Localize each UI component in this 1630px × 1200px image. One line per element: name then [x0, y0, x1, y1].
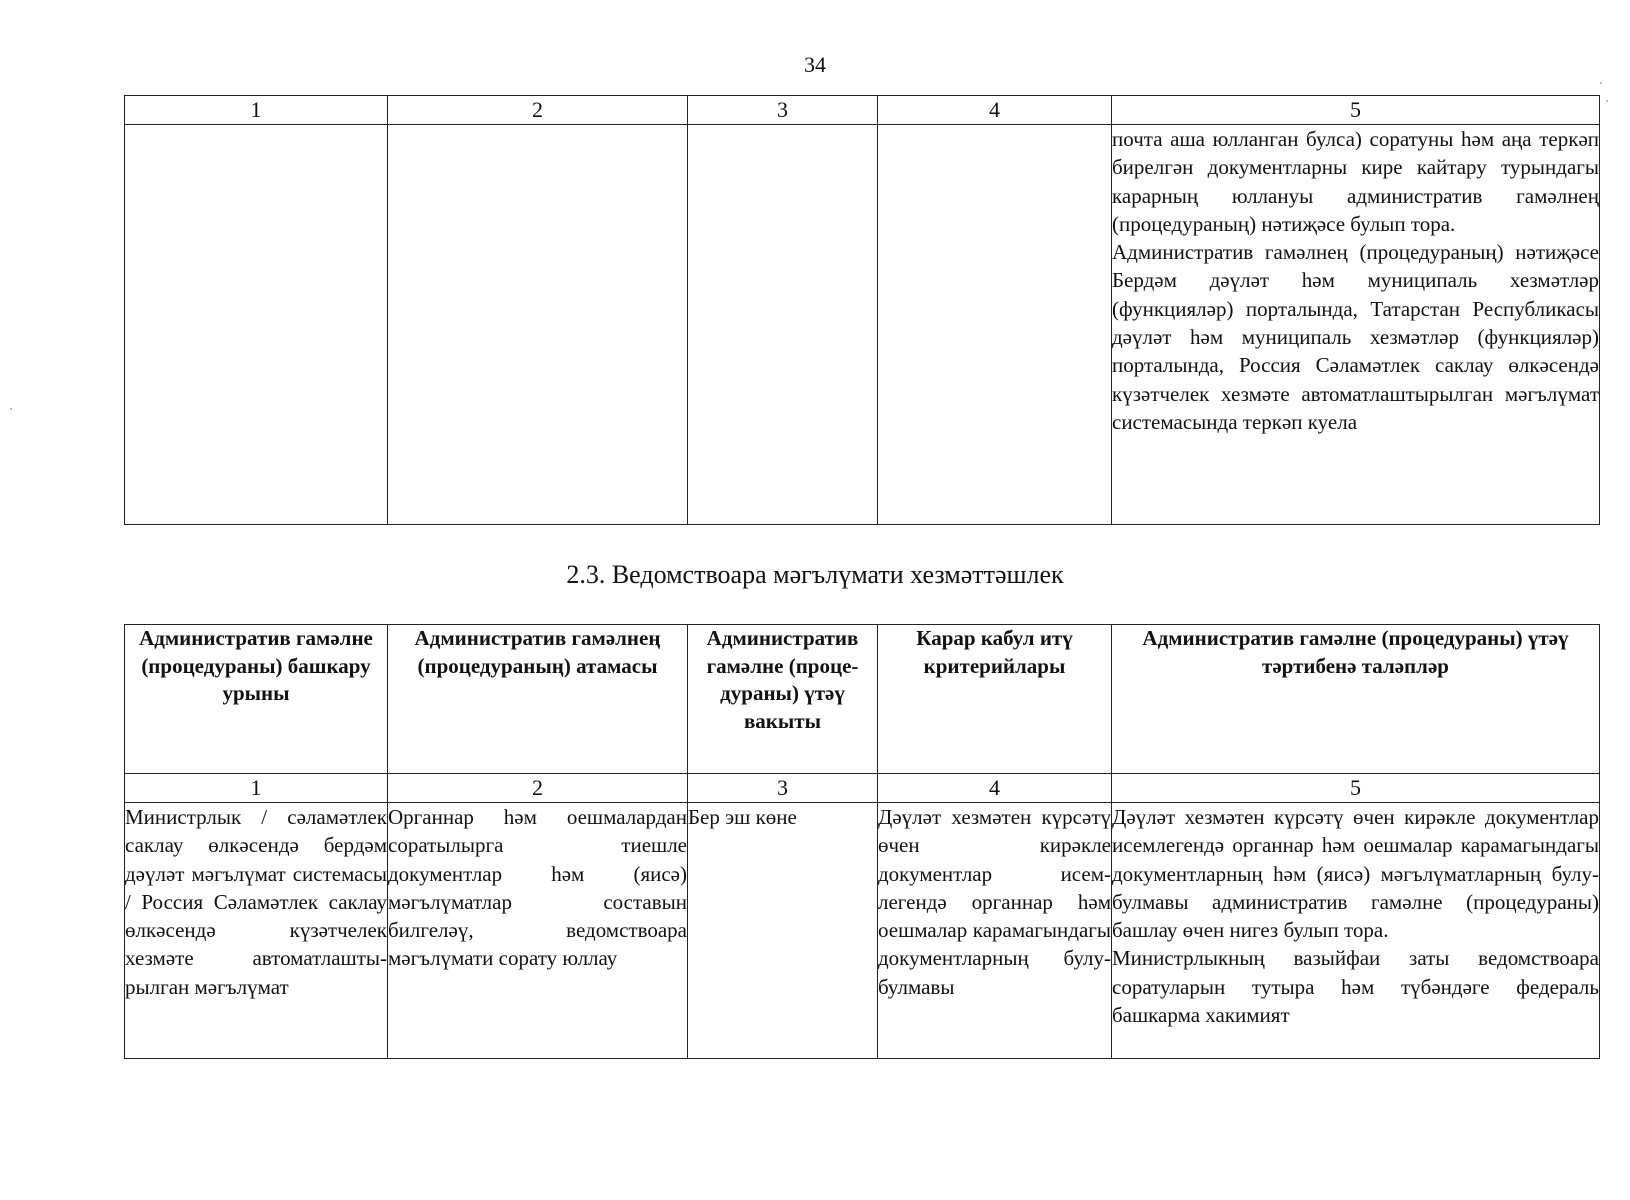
paragraph: Дәүләт хезмәтен күрсәтү өчен кирәкле документлар исемлегендә органнар һәм оешмалар карамагындагы документларның һәм (яисә) мәгълүматларның булу-булмавы административ гамәлне (процедураны) башлау өчен нигез булып тора. — [1112, 805, 1599, 943]
table-header-row — [125, 625, 1600, 774]
section-heading: 2.3. Ведомствоара мәгълүмати хезмәттәшлек — [566, 560, 1064, 589]
column-header: Административ гамәлне (проце-дураны) үтәү вакыты — [688, 625, 878, 774]
column-header: Карар кабул итү критерийлары — [878, 625, 1112, 774]
paragraph: почта аша юлланган булса) соратуны һәм аңа теркәп бирелгән документларны кире кайтару турындагы карарның юллануы административ гамәлнең (процедураның) нәтиҗәсе булып тора. — [1112, 127, 1599, 236]
column-number: 3 — [688, 96, 878, 125]
column-number: 5 — [1112, 96, 1600, 125]
table-column-numbers-row — [125, 96, 1600, 125]
table-cell-name: Органнар һәм оешмалардан соратылырга тиешле документлар һәм (яисә) мәгълүматлар составын билгеләү, ведомствоара мәгълүмати сорату юллау — [388, 803, 688, 1059]
scan-speck — [1606, 100, 1608, 102]
scan-speck — [1600, 82, 1602, 84]
paragraph: Министрлыкның вазыйфаи заты ведомствоара соратуларын тутыра һәм түбәндәге федераль башкарма хакимият — [1112, 946, 1599, 1028]
table-row — [125, 803, 1600, 1059]
table-row — [125, 125, 1600, 525]
column-number: 1 — [125, 96, 388, 125]
scan-speck — [10, 408, 12, 410]
table-cell-time: Бер эш көне — [688, 803, 878, 1059]
column-number: 2 — [388, 774, 688, 803]
column-header: Административ гамәлне (процедураны) башкару урыны — [125, 625, 388, 774]
table-interagency — [124, 624, 1600, 1059]
table-cell-requirements — [1112, 125, 1600, 525]
column-header: Административ гамәлне (процедураны) үтәү тәртибенә таләпләр — [1112, 625, 1600, 774]
column-number: 2 — [388, 96, 688, 125]
table-cell-place: Министрлык / сәламәтлек саклау өлкәсендә бердәм дәүләт мәгълүмат системасы / Россия Сәламәтлек саклау өлкәсендә күзәтчелек хезмәте автоматлашты-рылган мәгълүмат — [125, 803, 388, 1059]
table-cell-criteria: Дәүләт хезмәтен күрсәтү өчен кирәкле документлар исем-легендә органнар һәм оешмалар карамагындагы документларның булу-булмавы — [878, 803, 1112, 1059]
column-header: Административ гамәлнең (процедураның) атамасы — [388, 625, 688, 774]
page-number: 34 — [804, 52, 826, 77]
column-number: 5 — [1112, 774, 1600, 803]
column-number: 1 — [125, 774, 388, 803]
table-cell — [388, 125, 688, 525]
column-number: 4 — [878, 96, 1112, 125]
table-cell — [878, 125, 1112, 525]
column-number: 3 — [688, 774, 878, 803]
table-column-numbers-row — [125, 774, 1600, 803]
paragraph: Административ гамәлнең (процедураның) нәтиҗәсе Бердәм дәүләт һәм муниципаль хезмәтләр (функцияләр) порталында, Татарстан Республикасы дәүләт һәм муниципаль хезмәтләр (функцияләр) порталында, Россия Сәламәтлек саклау өлкәсендә күзәтчелек хезмәте автоматлаштырылган мәгълүмат системасында теркәп куела — [1112, 240, 1599, 434]
column-number: 4 — [878, 774, 1112, 803]
table-cell — [688, 125, 878, 525]
table-cell-requirements — [1112, 803, 1600, 1059]
table-cell — [125, 125, 388, 525]
table-continued — [124, 95, 1600, 525]
